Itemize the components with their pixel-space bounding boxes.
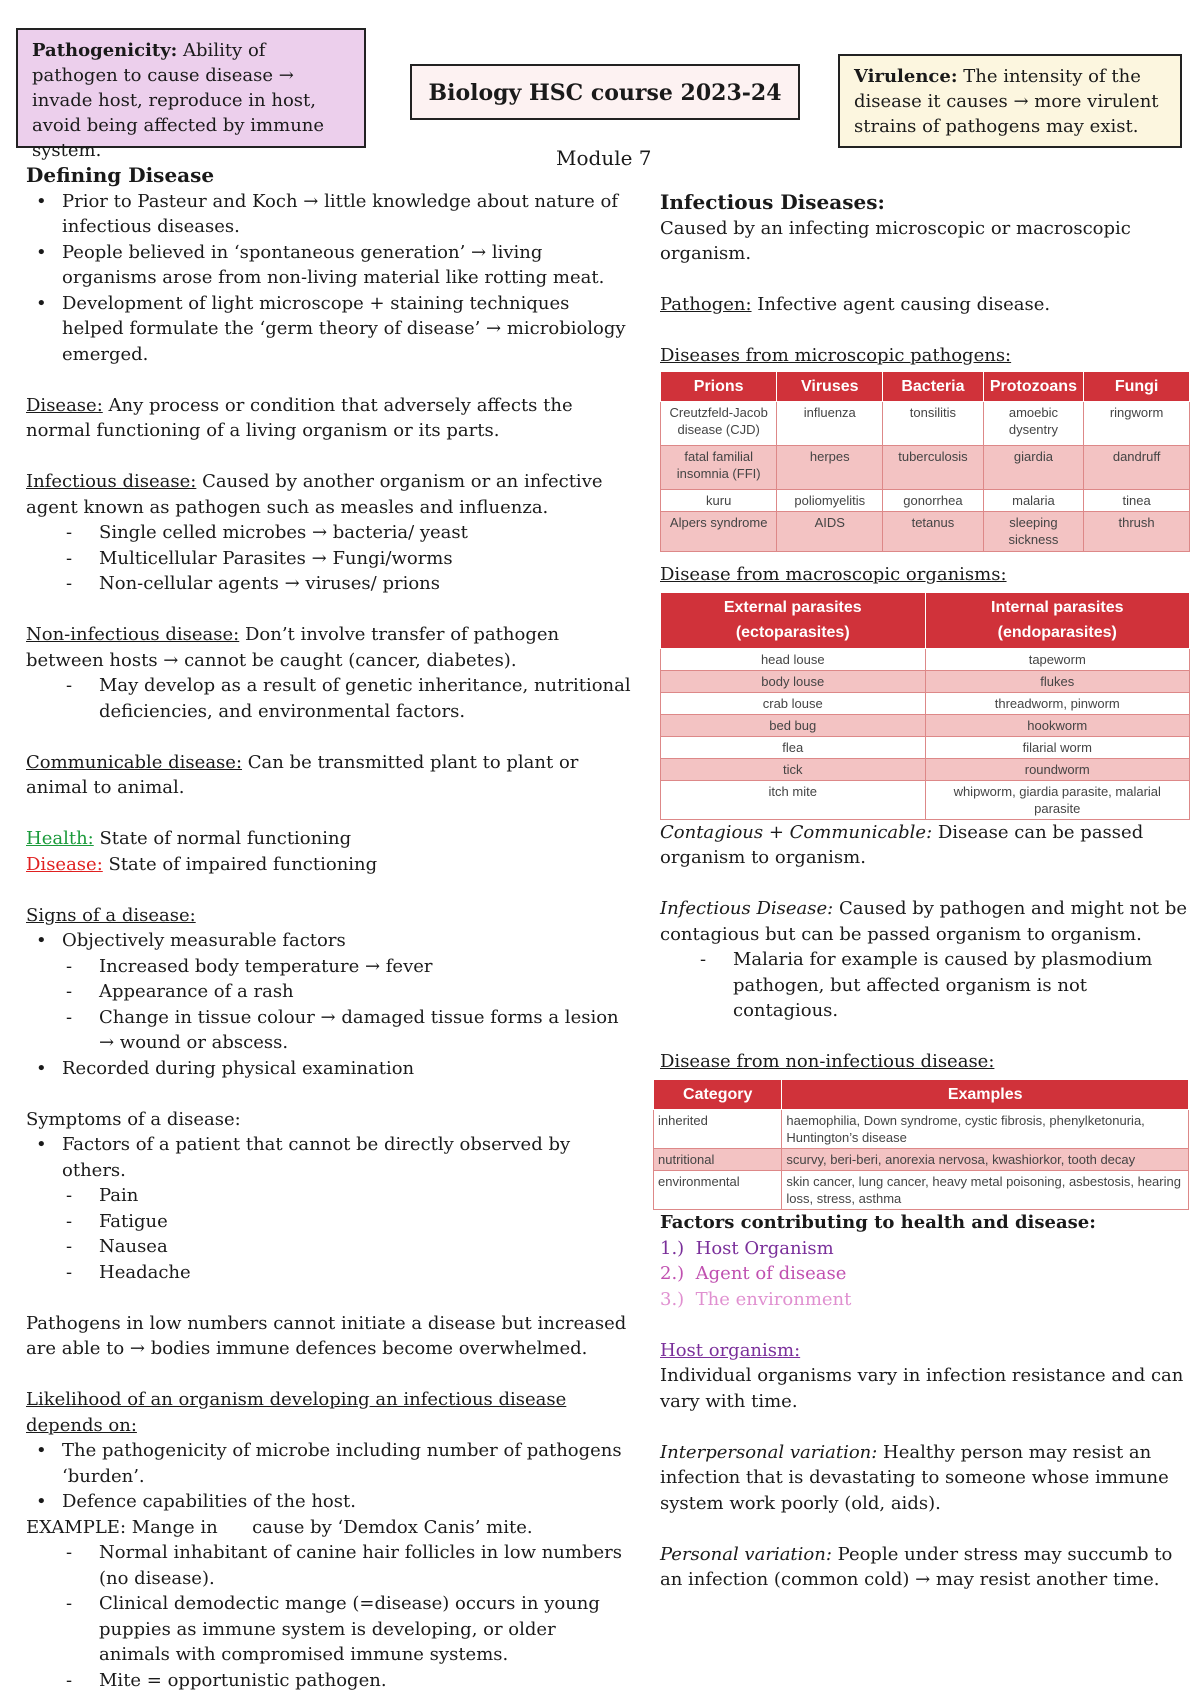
table-cell: tuberculosis (883, 446, 984, 490)
noninfectious-definition (26, 622, 632, 673)
infectious-disease-def-text: Caused by pathogen and might not be contagious but can be passed organism to organism. (660, 898, 1188, 945)
list-item: - May develop as a result of genetic inheritance, nutritional deficiencies, and environmental factors. (26, 673, 632, 724)
table-header: Prions (661, 371, 777, 402)
disease-state-def-text: State of impaired functioning (102, 853, 378, 875)
table-row (661, 692, 1190, 714)
caused-by-text: Caused by an infecting microscopic or macroscopic organism. (660, 217, 1131, 264)
noninfectious-term: Non-infectious disease: (26, 624, 240, 645)
table-cell: body louse (661, 670, 926, 692)
example-list (26, 1540, 632, 1693)
virulence-box (838, 54, 1182, 148)
list-item: • Defence capabilities of the host. (26, 1489, 632, 1515)
table-cell: haemophilia, Down syndrome, cystic fibrosis, phenylketonuria, Huntington’s disease (782, 1110, 1189, 1149)
table-cell: thrush (1084, 512, 1190, 552)
likelihood-heading: Likelihood of an organism developing an infectious disease depends on: (26, 1389, 567, 1436)
virulence-term: Virulence: (854, 66, 958, 87)
noninfectious-table (653, 1079, 1189, 1211)
table-row (654, 1171, 1189, 1210)
list-item: - Malaria for example is caused by plasmodium pathogen, but affected organism is not contagious. (660, 947, 1190, 1024)
interpersonal-definition (660, 1440, 1190, 1517)
intro-bullet-list (26, 189, 632, 368)
host-organism-heading: Host organism: (660, 1339, 801, 1361)
health-definition (26, 826, 632, 852)
page-title: Biology HSC course 2023-24 (410, 64, 800, 120)
table-row (661, 758, 1190, 780)
symptoms-list (26, 1132, 632, 1285)
noninfectious-dash-list (26, 673, 632, 724)
likelihood-list (26, 1438, 632, 1515)
table-header: Viruses (777, 371, 883, 402)
contagious-definition (660, 820, 1190, 871)
list-item: - Nausea (26, 1234, 632, 1260)
list-item: - Single celled microbes → bacteria/ yeast (26, 520, 632, 546)
table-row (661, 512, 1190, 552)
table-row (661, 648, 1190, 670)
table-cell: nutritional (654, 1149, 782, 1171)
list-item: - Multicellular Parasites → Fungi/worms (26, 546, 632, 572)
table-cell: bed bug (661, 714, 926, 736)
infectious-def-text: Caused by another organism or an infective agent known as pathogen such as measles and influenza. (26, 471, 603, 518)
noninfectious-heading: Disease from non-infectious disease: (660, 1051, 995, 1072)
disease-def-text: Any process or condition that adversely affects the normal functioning of a living organism or its parts. (26, 394, 573, 441)
table-row (661, 490, 1190, 512)
table-header: External parasites (ectoparasites) (661, 592, 926, 648)
contagious-def-text: Disease can be passed organism to organism. (660, 821, 1144, 868)
microscopic-pathogens-table (660, 371, 1190, 553)
table-cell: whipworm, giardia parasite, malarial parasite (925, 780, 1190, 819)
list-item: • People believed in ‘spontaneous generation’ → living organisms arose from non-living material like rotting meat. (26, 240, 632, 291)
table-cell: amoebic dysentry (983, 402, 1084, 446)
table-cell: Alpers syndrome (661, 512, 777, 552)
left-column (26, 163, 632, 1693)
infectious-disease-term: Infectious Disease: (660, 898, 834, 919)
list-item: • The pathogenicity of microbe including number of pathogens ‘burden’. (26, 1438, 632, 1489)
pathogen-def-text: Infective agent causing disease. (751, 294, 1051, 315)
table-cell: kuru (661, 490, 777, 512)
disease-state-term: Disease: (26, 853, 103, 875)
table-cell: crab louse (661, 692, 926, 714)
infectious-definition (26, 469, 632, 520)
signs-list (26, 928, 632, 1081)
list-item: - Pain (26, 1183, 632, 1209)
example-line: EXAMPLE: Mange in cause by ‘Demdox Canis’ mite. (26, 1516, 533, 1538)
table-cell: tonsilitis (883, 402, 984, 446)
table-cell: tick (661, 758, 926, 780)
table-cell: hookworm (925, 714, 1190, 736)
table-cell: giardia (983, 446, 1084, 490)
list-item: - Change in tissue colour → damaged tissue forms a lesion → wound or abscess. (26, 1005, 632, 1056)
table-cell: roundworm (925, 758, 1190, 780)
host-organism-paragraph: Individual organisms vary in infection resistance and can vary with time. (660, 1365, 1184, 1412)
table-row (661, 780, 1190, 819)
macro-heading: Disease from macroscopic organisms: (660, 564, 1007, 585)
table-header: Bacteria (883, 371, 984, 402)
personal-definition (660, 1542, 1190, 1593)
malaria-list (660, 947, 1190, 1024)
pathogens-paragraph: Pathogens in low numbers cannot initiate a disease but increased are able to → bodies immune defences become overwhelmed. (26, 1312, 627, 1359)
health-def-text: State of normal functioning (93, 828, 352, 849)
table-row (661, 714, 1190, 736)
table-cell: tinea (1084, 490, 1190, 512)
pathogen-definition (660, 292, 1190, 318)
list-item: • Prior to Pasteur and Koch → little knowledge about nature of infectious diseases. (26, 189, 632, 240)
personal-term: Personal variation: (660, 1543, 832, 1565)
table-row (661, 402, 1190, 446)
table-cell: gonorrhea (883, 490, 984, 512)
list-item: - Mite = opportunistic pathogen. (26, 1668, 632, 1694)
factor-item: 1.) Host Organism (660, 1237, 834, 1259)
noninfectious-def-text: Don’t involve transfer of pathogen between hosts → cannot be caught (cancer, diabetes). (26, 624, 560, 671)
factor-item: 3.) The environment (660, 1288, 852, 1310)
table-row (654, 1110, 1189, 1149)
list-item: • Objectively measurable factors (26, 928, 632, 954)
factors-heading: Factors contributing to health and disease: (660, 1212, 1096, 1233)
list-item: - Appearance of a rash (26, 979, 632, 1005)
table-cell: ringworm (1084, 402, 1190, 446)
pathogenicity-box (16, 28, 366, 161)
table-header: Category (654, 1079, 782, 1110)
list-item: - Clinical demodectic mange (=disease) occurs in young puppies as immune system is developing, or older animals with compromised immune systems. (26, 1591, 632, 1668)
table-cell: sleeping sickness (983, 512, 1084, 552)
interpersonal-def-text: Healthy person may resist an infection that is devastating to someone whose immune system work poorly (old, aids). (660, 1441, 1169, 1514)
table-cell: fatal familial insomnia (FFI) (661, 446, 777, 490)
communicable-term: Communicable disease: (26, 751, 243, 773)
table-row (661, 736, 1190, 758)
table-cell: herpes (777, 446, 883, 490)
table-cell: scurvy, beri-beri, anorexia nervosa, kwashiorkor, tooth decay (782, 1149, 1189, 1171)
communicable-definition (26, 750, 632, 801)
disease-definition (26, 393, 632, 444)
signs-heading: Signs of a disease: (26, 904, 196, 926)
pathogenicity-term: Pathogenicity: (32, 40, 178, 61)
pathogen-term: Pathogen: (660, 294, 752, 315)
factor-item: 2.) Agent of disease (660, 1263, 847, 1284)
table-cell: dandruff (1084, 446, 1190, 490)
disease-state-definition (26, 852, 632, 878)
list-item: - Non-cellular agents → viruses/ prions (26, 571, 632, 597)
table-header: Fungi (1084, 371, 1190, 402)
virulence-definition: The intensity of the disease it causes → more virulent strains of pathogens may exist. (854, 66, 1159, 137)
defining-disease-heading: Defining Disease (26, 163, 215, 187)
micro-heading: Diseases from microscopic pathogens: (660, 345, 1012, 366)
table-cell: malaria (983, 490, 1084, 512)
table-header: Internal parasites (endoparasites) (925, 592, 1190, 648)
table-cell: tetanus (883, 512, 984, 552)
interpersonal-term: Interpersonal variation: (660, 1441, 878, 1463)
module-label: Module 7 (556, 146, 652, 170)
table-row (661, 670, 1190, 692)
infectious-dash-list (26, 520, 632, 597)
disease-term: Disease: (26, 394, 103, 416)
table-cell: flea (661, 736, 926, 758)
table-cell: filarial worm (925, 736, 1190, 758)
infectious-term: Infectious disease: (26, 471, 197, 492)
table-cell: poliomyelitis (777, 490, 883, 512)
infectious-disease-definition (660, 896, 1190, 947)
list-item: • Recorded during physical examination (26, 1056, 632, 1082)
table-cell: AIDS (777, 512, 883, 552)
list-item: - Fatigue (26, 1209, 632, 1235)
table-cell: threadworm, pinworm (925, 692, 1190, 714)
pathogenicity-definition: Ability of pathogen to cause disease → invade host, reproduce in host, avoid being affected by immune system. (32, 40, 325, 161)
symptoms-heading: Symptoms of a disease: (26, 1108, 241, 1130)
table-cell: influenza (777, 402, 883, 446)
table-cell: tapeworm (925, 648, 1190, 670)
list-item: • Development of light microscope + staining techniques helped formulate the ‘germ theory of disease’ → microbiology emerged. (26, 291, 632, 368)
table-row (661, 446, 1190, 490)
macroscopic-organisms-table (660, 592, 1190, 820)
right-column (660, 190, 1190, 1593)
contagious-term: Contagious + Communicable: (660, 821, 933, 843)
personal-def-text: People under stress may succumb to an infection (common cold) → may resist another time. (660, 1543, 1173, 1590)
table-header: Examples (782, 1079, 1189, 1110)
table-row (654, 1149, 1189, 1171)
table-cell: inherited (654, 1110, 782, 1149)
table-header: Protozoans (983, 371, 1084, 402)
health-term: Health: (26, 828, 94, 849)
table-cell: itch mite (661, 780, 926, 819)
communicable-def-text: Can be transmitted plant to plant or animal to animal. (26, 751, 579, 798)
list-item: - Increased body temperature → fever (26, 954, 632, 980)
table-cell: head louse (661, 648, 926, 670)
table-cell: flukes (925, 670, 1190, 692)
infectious-diseases-heading: Infectious Diseases: (660, 190, 885, 214)
table-cell: environmental (654, 1171, 782, 1210)
table-cell: Creutzfeld-Jacob disease (CJD) (661, 402, 777, 446)
list-item: • Factors of a patient that cannot be directly observed by others. (26, 1132, 632, 1183)
list-item: - Headache (26, 1260, 632, 1286)
table-cell: skin cancer, lung cancer, heavy metal poisoning, asbestosis, hearing loss, stress, asthma (782, 1171, 1189, 1210)
list-item: - Normal inhabitant of canine hair follicles in low numbers (no disease). (26, 1540, 632, 1591)
